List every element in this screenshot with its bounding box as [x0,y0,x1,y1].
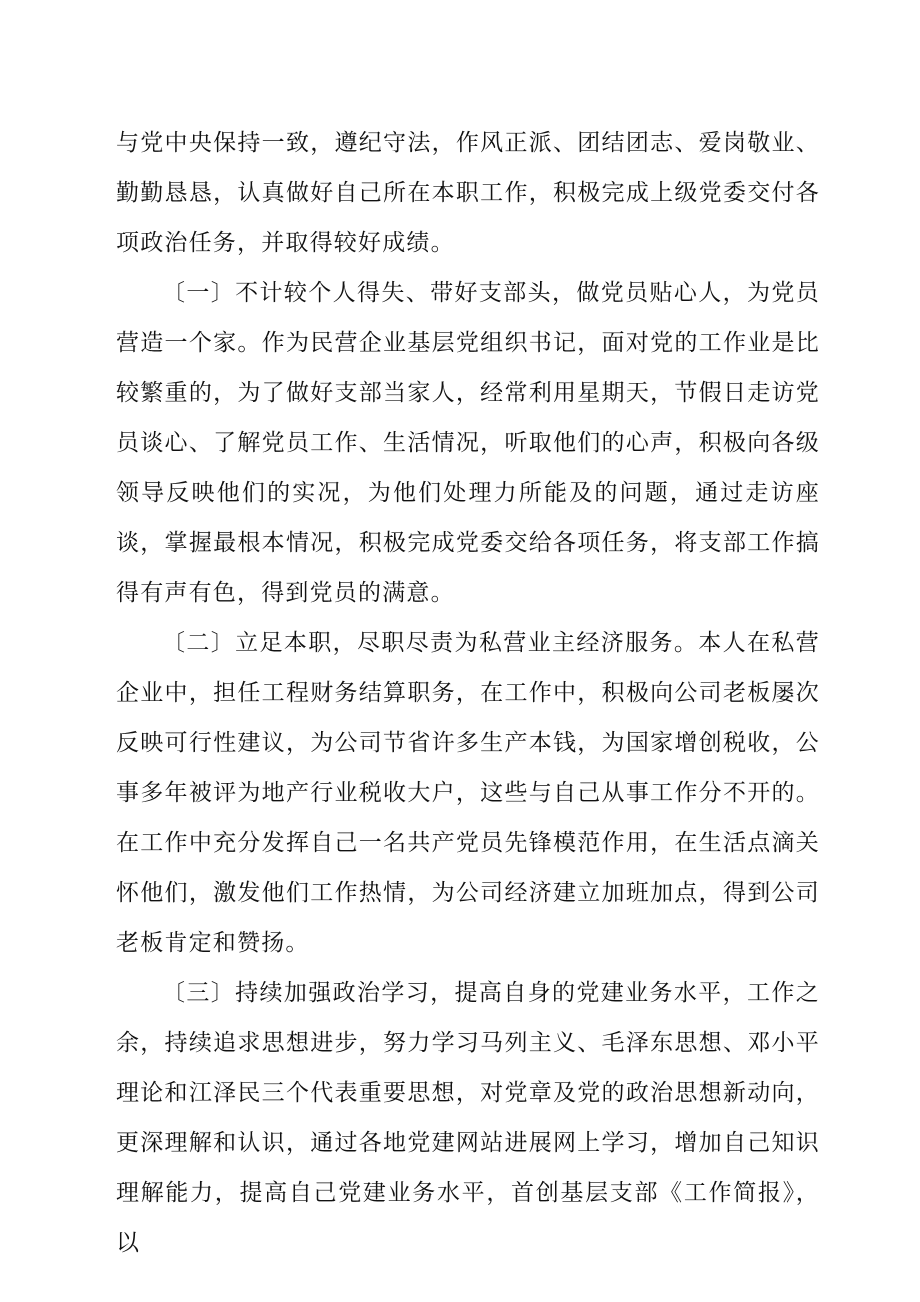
paragraph-section-2: 〔二〕立足本职，尽职尽责为私营业主经济服务。本人在私营企业中，担任工程财务结算职务，在工作中，积极向公司老板屡次反映可行性建议，为公司节省许多生产本钱，为国家增创税收，公事多年被评为地产行业税收大户，这些与自己从事工作分不开的。在工作中充分发挥自己一名共产党员先锋模范作用，在生活点滴关怀他们，激发他们工作热情，为公司经济建立加班加点，得到公司老板肯定和赞扬。 [116,630,820,956]
document-body [116,118,820,1268]
paragraph-continuation: 与党中央保持一致，遵纪守法，作风正派、团结团志、爱岗敬业、勤勤恳恳，认真做好自己所在本职工作，积极完成上级党委交付各项政治任务，并取得较好成绩。 [116,130,820,256]
paragraph-section-3: 〔三〕持续加强政治学习，提高自身的党建业务水平，工作之余，持续追求思想进步，努力学习马列主义、毛泽东思想、邓小平理论和江泽民三个代表重要思想，对党章及党的政治思想新动向，更深理解和认识，通过各地党建网站进展网上学习，增加自己知识理解能力，提高自己党建业务水平，首创基层支部《工作简报》，以 [116,980,820,1256]
paragraph-section-1: 〔一〕不计较个人得失、带好支部头，做党员贴心人，为党员营造一个家。作为民营企业基层党组织书记，面对党的工作业是比较繁重的，为了做好支部当家人，经常利用星期天，节假日走访党员谈心、了解党员工作、生活情况，听取他们的心声，积极向各级领导反映他们的实况，为他们处理力所能及的问题，通过走访座谈，掌握最根本情况，积极完成党委交给各项任务，将支部工作搞得有声有色，得到党员的满意。 [116,280,820,606]
